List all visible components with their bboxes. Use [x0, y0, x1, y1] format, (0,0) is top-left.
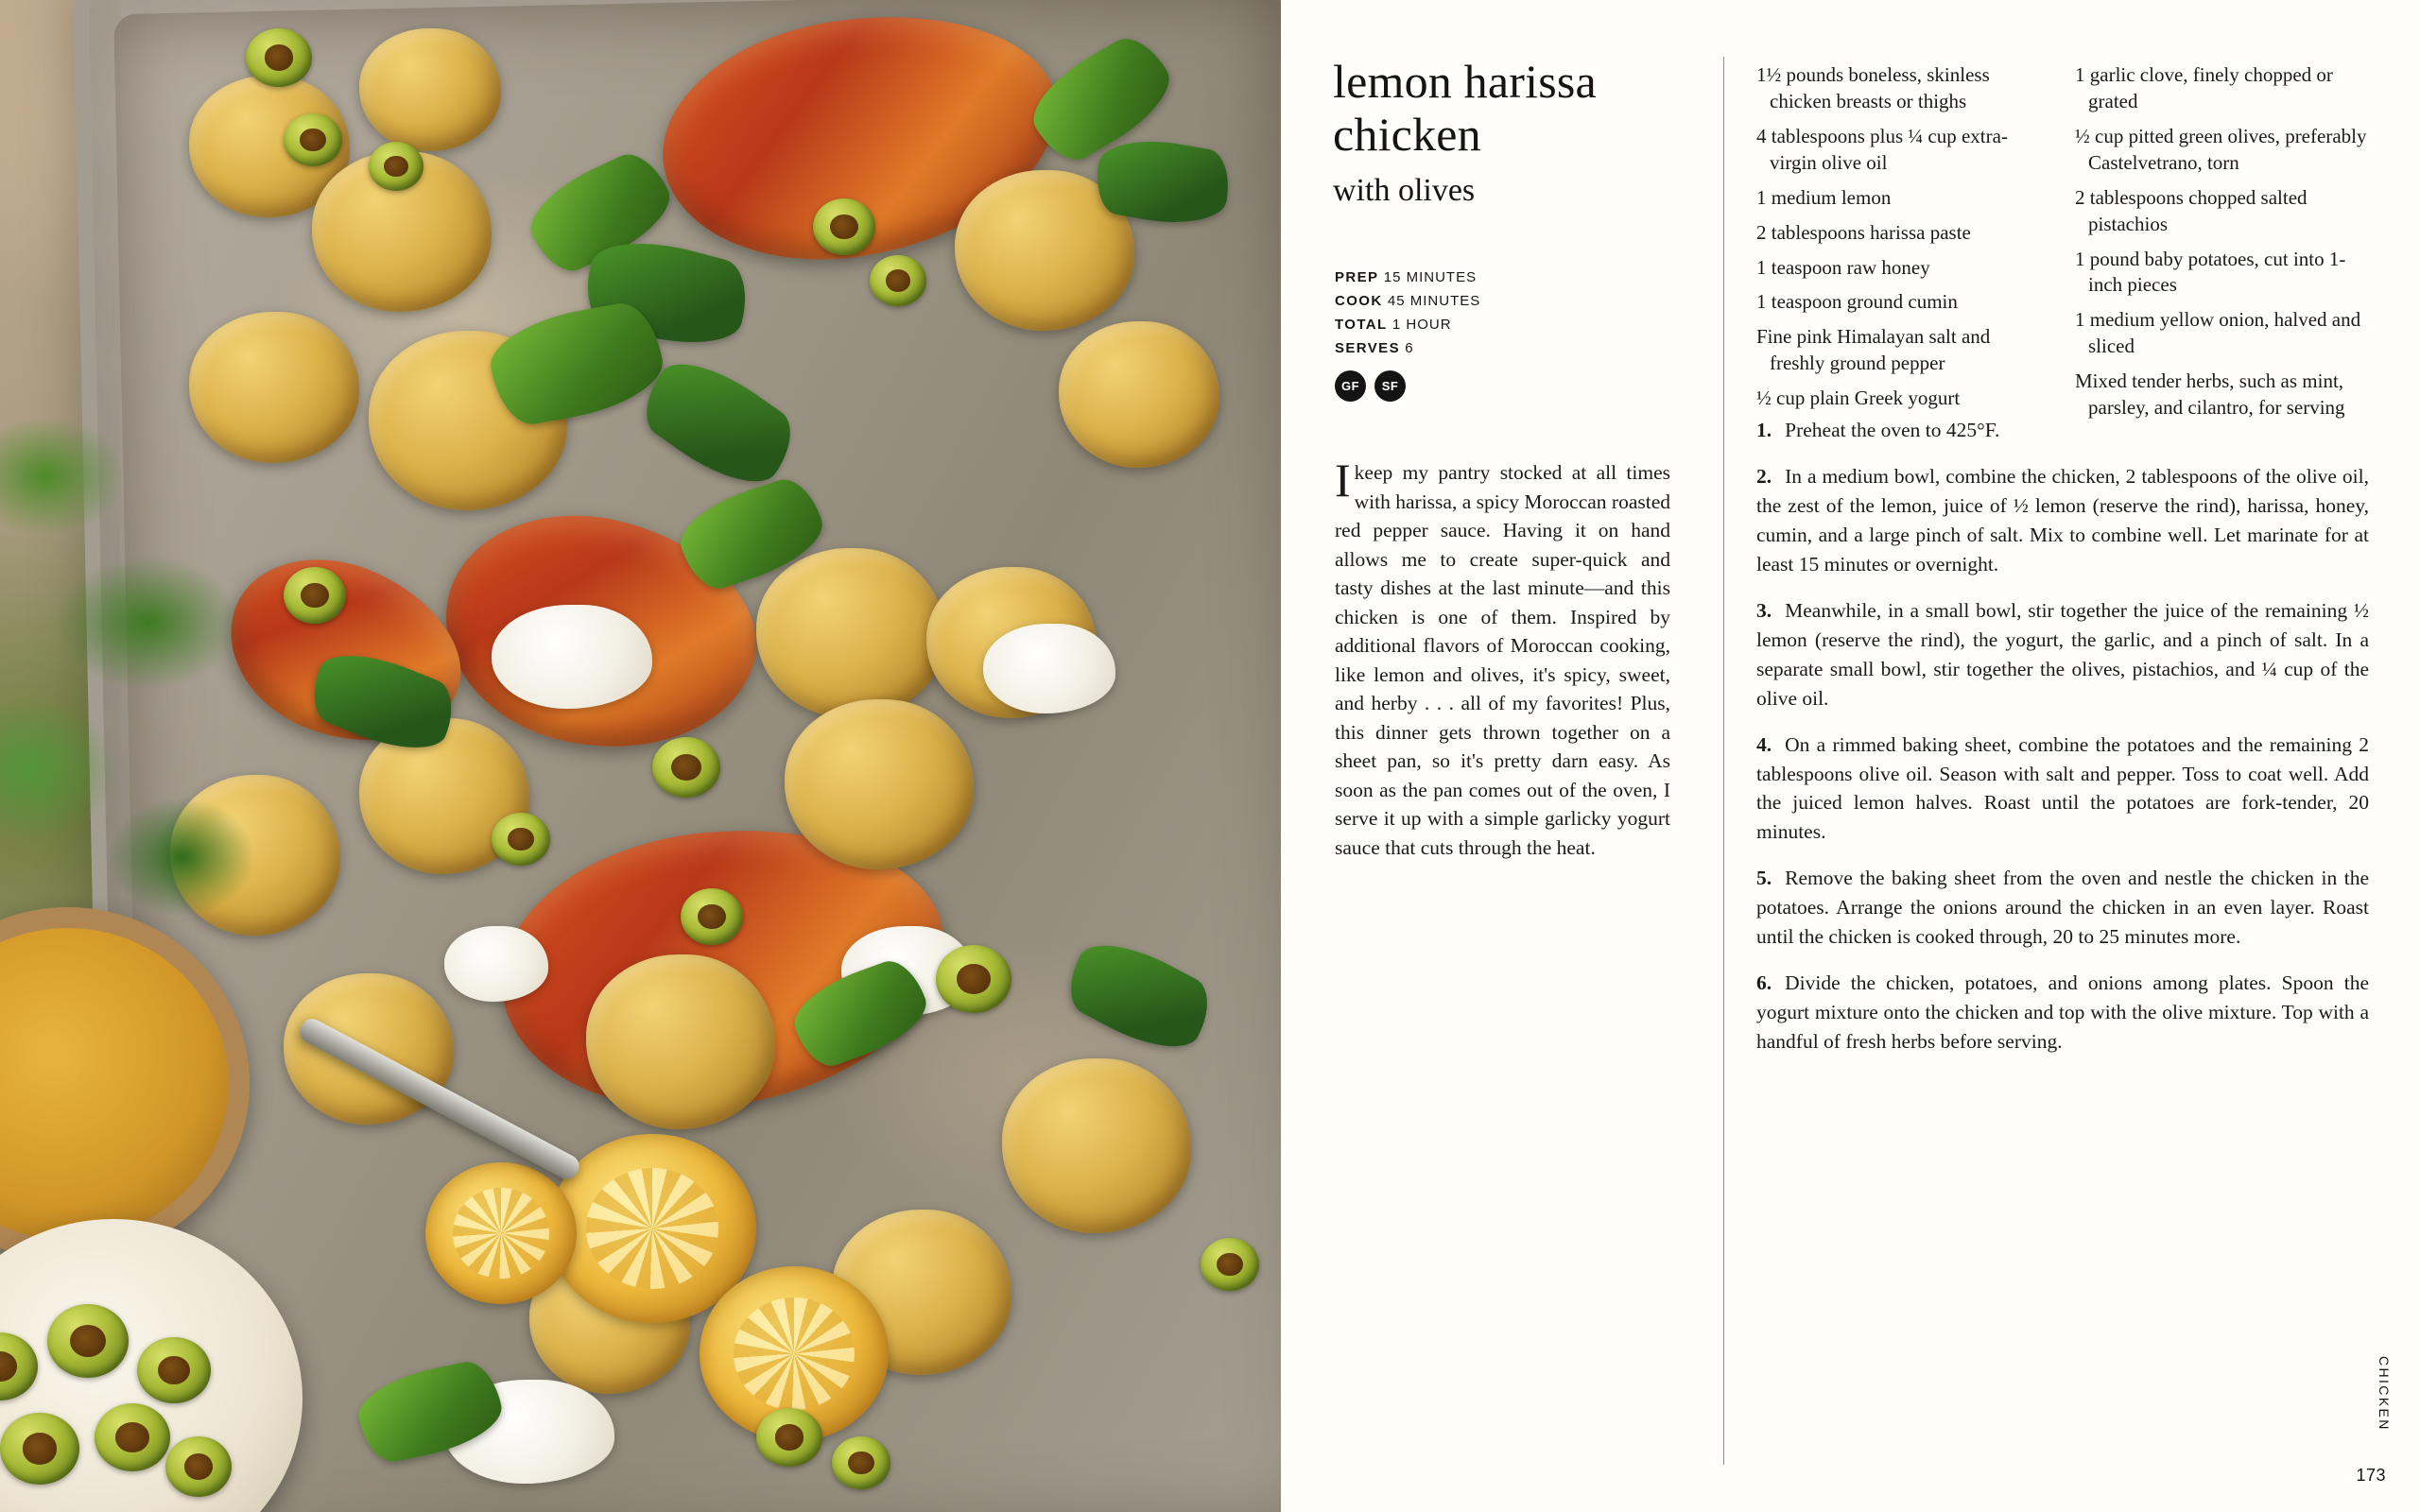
- meta-prep: [1335, 269, 1647, 285]
- ingredient-item: ½ cup pitted green olives, preferably Castelvetrano, torn: [2075, 124, 2367, 174]
- green-olive: [1201, 1238, 1259, 1291]
- green-olive: [492, 813, 550, 866]
- roasted-potato: [586, 954, 775, 1129]
- green-olive: [47, 1304, 129, 1378]
- step-text: In a medium bowl, combine the chicken, 2 tablespoons of the olive oil, the zest of the lemon, juice of ½ lemon (reserve the rind), harissa, honey, cumin, and a large pinch of salt. Mix to combine well. Let marinate for at least 15 minutes or overnight.: [1756, 464, 2369, 576]
- step-text: Remove the baking sheet from the oven and nestle the chicken in the potatoes. Arrange the onions around the chicken in an even layer. Roast until the chicken is cooked through, 20 to 25 minutes more.: [1756, 867, 2369, 949]
- step-item: [1756, 730, 2369, 848]
- ingredients-column-1: [1756, 62, 2040, 421]
- meta-serves-value: 6: [1405, 340, 1414, 356]
- meta-total: [1335, 317, 1647, 333]
- green-olive: [681, 888, 743, 945]
- recipe-meta: [1335, 269, 1647, 364]
- recipe-text-page: [1281, 0, 2420, 1512]
- ingredient-item: 4 tablespoons plus ¼ cup extra-virgin olive oil: [1756, 124, 2008, 174]
- herb-bunch: [0, 359, 284, 945]
- headnote-dropcap: I: [1335, 454, 1351, 507]
- ingredient-item: 1½ pounds boneless, skinless chicken breasts or thighs: [1756, 63, 1990, 112]
- roasted-potato: [359, 28, 501, 151]
- step-text: Preheat the oven to 425°F.: [1785, 419, 2000, 441]
- step-item: [1756, 864, 2369, 952]
- step-number: 3.: [1756, 598, 1772, 622]
- green-olive: [246, 28, 312, 87]
- charred-lemon-half: [425, 1162, 577, 1304]
- green-olive: [284, 567, 346, 624]
- ingredient-item: Mixed tender herbs, such as mint, parsley, and cilantro, for serving: [2075, 369, 2345, 420]
- step-number: 1.: [1756, 419, 1772, 441]
- ingredients-column-2: [2075, 62, 2368, 430]
- ingredient-item: 1 teaspoon ground cumin: [1756, 290, 1958, 314]
- green-olive: [95, 1403, 170, 1471]
- chapter-label: CHICKEN: [2377, 1356, 2392, 1432]
- meta-total-value: 1 HOUR: [1392, 317, 1452, 333]
- meta-prep-value: 15 MINUTES: [1383, 269, 1478, 285]
- recipe-steps: [1756, 416, 2369, 1074]
- ingredient-item: 2 tablespoons harissa paste: [1756, 220, 1971, 244]
- ingredient-item: 1 pound baby potatoes, cut into 1-inch pieces: [2075, 247, 2346, 297]
- green-olive: [0, 1413, 79, 1485]
- step-text: Divide the chicken, potatoes, and onions among plates. Spoon the yogurt mixture onto the chicken and top with the olive mixture. Top with a handful of fresh herbs before serving.: [1756, 971, 2369, 1054]
- green-olive: [756, 1408, 822, 1467]
- step-item: [1756, 596, 2369, 713]
- yogurt-dollop: [492, 605, 652, 709]
- green-olive: [284, 113, 342, 166]
- roasted-potato: [785, 699, 974, 869]
- yogurt-dollop: [983, 624, 1115, 713]
- green-olive: [369, 142, 424, 191]
- meta-cook: [1335, 293, 1647, 309]
- ingredient-item: 1 teaspoon raw honey: [1756, 255, 1930, 279]
- ingredient-item: 1 medium lemon: [1756, 185, 1892, 209]
- step-number: 4.: [1756, 732, 1772, 756]
- recipe-headnote: [1335, 454, 1670, 862]
- badge-soy-free: SF: [1374, 370, 1406, 402]
- yogurt-dollop: [444, 926, 548, 1002]
- page-number: 173: [2356, 1466, 2386, 1485]
- step-number: 5.: [1756, 867, 1772, 890]
- meta-cook-label: COOK: [1335, 293, 1383, 309]
- diet-badges: [1335, 370, 1406, 402]
- recipe-title-line2: chicken: [1333, 108, 1481, 161]
- step-number: 6.: [1756, 971, 1772, 995]
- meta-cook-value: 45 MINUTES: [1387, 293, 1481, 309]
- meta-prep-label: PREP: [1335, 269, 1379, 285]
- ingredient-item: Fine pink Himalayan salt and freshly ground pepper: [1756, 325, 1991, 375]
- green-olive: [813, 198, 875, 255]
- ingredient-item: 1 medium yellow onion, halved and sliced: [2075, 308, 2361, 358]
- ingredient-item: 2 tablespoons chopped salted pistachios: [2075, 185, 2308, 235]
- step-text: On a rimmed baking sheet, combine the potatoes and the remaining 2 tablespoons olive oil. Season with salt and pepper. Toss to coat well. Add the juiced lemon halves. Roast until the potatoes are fork-tender, 20 minutes.: [1756, 732, 2369, 844]
- recipe-title-line1: lemon harissa: [1333, 55, 1597, 108]
- meta-serves-label: SERVES: [1335, 340, 1400, 356]
- meta-total-label: TOTAL: [1335, 317, 1388, 333]
- roasted-potato: [1059, 321, 1219, 468]
- step-text: Meanwhile, in a small bowl, stir together the juice of the remaining ½ lemon (reserve the rind), the yogurt, the garlic, and a pinch of salt. In a separate small bowl, stir together the olives, pistachios, and ¼ cup of the olive oil.: [1756, 598, 2369, 710]
- meta-serves: [1335, 340, 1647, 356]
- badge-gluten-free: GF: [1335, 370, 1366, 402]
- ingredient-item: 1 garlic clove, finely chopped or grated: [2075, 63, 2333, 112]
- recipe-subtitle: with olives: [1333, 173, 1476, 208]
- green-olive: [137, 1337, 211, 1403]
- headnote-body: keep my pantry stocked at all times with harissa, a spicy Moroccan roasted red pepper sauce. Having it on hand allows me to create super-quick and tasty dishes at the last minute—and this chicken is one of them. Inspired by additional flavors of Moroccan cooking, like lemon and olives, it's spicy, sweet, and herby . . . all of my favorites! Plus, this dinner gets thrown together on a sheet pan, so it's pretty darn easy. As soon as the pan comes out of the oven, I serve it up with a simple garlicky yogurt sauce that cuts through the heat.: [1335, 461, 1670, 859]
- green-olive: [870, 255, 926, 306]
- column-divider: [1723, 57, 1724, 1465]
- green-olive: [0, 1332, 38, 1400]
- step-number: 2.: [1756, 464, 1772, 488]
- green-olive: [652, 737, 720, 798]
- step-item: [1756, 462, 2369, 579]
- ingredient-item: ½ cup plain Greek yogurt: [1756, 387, 1961, 410]
- green-olive: [832, 1436, 890, 1489]
- step-item: [1756, 416, 2369, 445]
- roasted-potato: [756, 548, 945, 718]
- roasted-potato: [1002, 1058, 1191, 1233]
- green-olive: [936, 945, 1011, 1013]
- green-olive: [165, 1436, 232, 1497]
- step-item: [1756, 969, 2369, 1057]
- page-title: [1333, 55, 1730, 211]
